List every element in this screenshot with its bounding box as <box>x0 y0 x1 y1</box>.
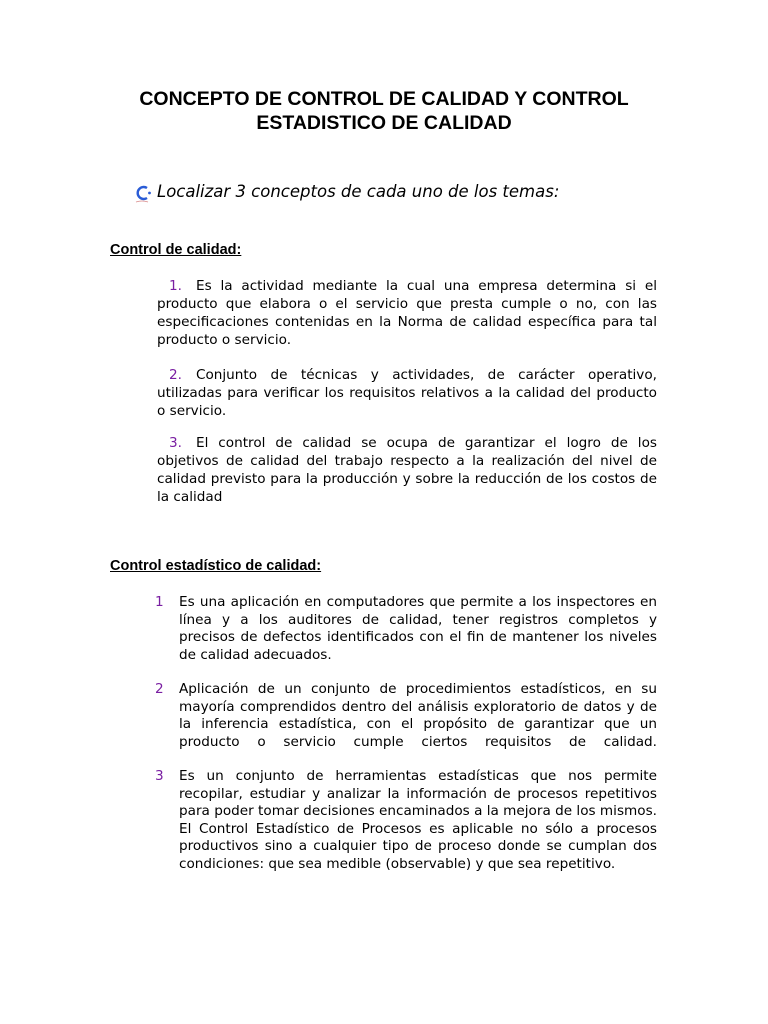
list-item <box>157 277 657 349</box>
section-heading-control-estadistico: Control estadístico de calidad: <box>110 558 322 574</box>
item-text: Es una aplicación en computadores que permite a los inspectores en línea y a los auditores de calidad, tener registros completos y precisos de defectos identificados con el fin de mantener los niveles de calidad adecuados. <box>179 594 657 663</box>
list-item <box>155 594 657 664</box>
list-item <box>155 681 657 751</box>
item-number: 3. <box>169 435 182 451</box>
item-text: El control de calidad se ocupa de garantizar el logro de los objetivos de calidad del trabajo respecto a la realización del nivel de calidad previsto para la producción y sobre la reducción de los costos de la calidad <box>157 435 657 505</box>
section-heading-control-calidad: Control de calidad: <box>110 242 242 258</box>
item-number: 3 <box>155 768 164 784</box>
item-text: Conjunto de técnicas y actividades, de carácter operativo, utilizadas para verificar los requisitos relativos a la calidad del producto o servicio. <box>157 367 657 419</box>
list-item <box>155 768 657 873</box>
item-text: Es la actividad mediante la cual una empresa determina si el producto que elabora o el servicio que presta cumple o no, con las especificaciones contenidas en la Norma de calidad específica para tal producto o servicio. <box>157 278 657 348</box>
instruction <box>133 181 559 205</box>
title-line-2: ESTADISTICO DE CALIDAD <box>256 112 512 134</box>
item-number: 1 <box>155 594 164 610</box>
item-number: 2. <box>169 367 182 383</box>
list-item <box>157 434 657 506</box>
list-item <box>157 366 657 420</box>
title-line-1: CONCEPTO DE CONTROL DE CALIDAD Y CONTROL <box>139 88 629 110</box>
item-text: Aplicación de un conjunto de procedimientos estadísticos, en su mayoría comprendidos dentro del análisis exploratorio de datos y de la inferencia estadística, con el propósito de garantizar que un producto o servicio cumple ciertos requisitos de calidad. <box>179 681 657 750</box>
item-number: 2 <box>155 681 164 697</box>
document-title <box>60 87 708 135</box>
item-number: 1. <box>169 278 182 294</box>
bullet-arrow-icon <box>133 181 153 205</box>
item-text: Es un conjunto de herramientas estadísticas que nos permite recopilar, estudiar y analizar la información de procesos repetitivos para poder tomar decisiones encaminados a la mejora de los mismos. El Control Estadístico de Procesos es aplicable no sólo a procesos productivos sino a cualquier tipo de proceso donde se cumplan dos condiciones: que sea medible (observable) y que sea repetitivo. <box>179 768 657 872</box>
instruction-text: Localizar 3 conceptos de cada uno de los temas: <box>157 182 560 201</box>
